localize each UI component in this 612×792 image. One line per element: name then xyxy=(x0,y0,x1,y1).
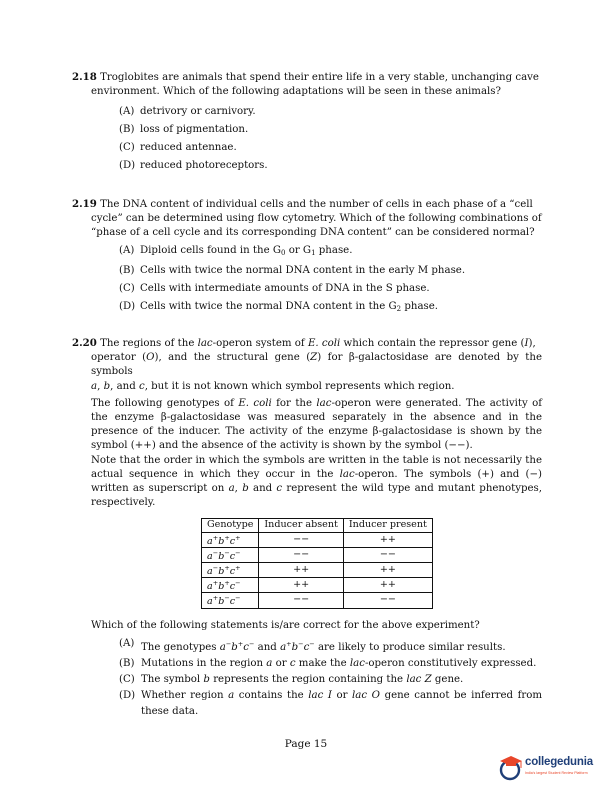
option-b: (B) Cells with twice the normal DNA content in the early M phase. xyxy=(119,265,466,277)
table-row xyxy=(202,532,433,547)
header-genotype: Genotype xyxy=(202,519,259,532)
absent-cell: −− xyxy=(259,593,343,608)
option-d: (D) Whether region a contains the lac I or lac O gene cannot be inferred from these data. xyxy=(119,689,543,717)
stem-line: operator (O), and the structural gene (Z) for β-galactosidase are denoted by the symbols xyxy=(91,352,542,378)
present-cell: −− xyxy=(343,547,432,562)
question-2-20 xyxy=(72,336,542,720)
collegedunia-logo xyxy=(497,752,607,786)
question-2-19 xyxy=(72,197,542,319)
question-stem xyxy=(72,70,542,85)
question-number: 2.20 xyxy=(72,337,97,349)
paragraph-note: Note that the order in which the symbols are written in the table is not necessarily the actual sequence in which they occur in the lac-operon. The symbols (+) and (−) written as superscript on a, b and c represent the wild type and mutant phenotypes, respectively. xyxy=(91,454,542,509)
genotype-cell: a+b+c− xyxy=(202,578,259,593)
page-number: Page 15 xyxy=(284,738,328,750)
logo-wordmark: collegedunia xyxy=(525,756,593,768)
stem-line: “phase of a cell cycle and its corresponding DNA content” can be considered normal? xyxy=(91,227,535,239)
option-d: (D) Cells with twice the normal DNA content in the $G_2$ phase. xyxy=(119,301,439,313)
option-c: (C) The symbol b represents the region containing the lac Z gene. xyxy=(119,673,464,685)
option-a: (A) Diploid cells found in the $G_0$ or $G_1$ phase. xyxy=(119,244,353,257)
statements-intro: Which of the following statements is/are correct for the above experiment? xyxy=(91,619,480,631)
absent-cell: ++ xyxy=(259,578,343,593)
genotype-cell: a−b+c+ xyxy=(202,563,259,578)
stem-line: a, b, and c, but it is not known which symbol represents which region. xyxy=(91,380,455,392)
table-row xyxy=(202,593,433,608)
question-2-18 xyxy=(72,70,542,175)
present-cell: −− xyxy=(343,593,432,608)
stem-line: cycle” can be determined using flow cytometry. Which of the following combinations of xyxy=(91,213,542,225)
present-cell: ++ xyxy=(343,578,432,593)
genotype-cell: a+b−c− xyxy=(202,593,259,608)
option-c: (C) Cells with intermediate amounts of DNA in the S phase. xyxy=(119,283,430,295)
option-b: (B) Mutations in the region a or c make the lac-operon constitutively expressed. xyxy=(119,657,537,669)
genotype-table xyxy=(201,518,433,608)
absent-cell: ++ xyxy=(259,563,343,578)
table-header-row xyxy=(202,519,433,532)
option-c: (C) reduced antennae. xyxy=(119,142,237,153)
genotype-cell: a+b+c+ xyxy=(202,532,259,547)
header-inducer-absent: Inducer absent xyxy=(259,519,343,532)
option-b: (B) loss of pigmentation. xyxy=(119,124,249,136)
present-cell: ++ xyxy=(343,532,432,547)
question-number: 2.18 xyxy=(72,71,97,83)
options-list xyxy=(119,103,542,174)
question-number: 2.19 xyxy=(72,198,97,210)
genotype-cell: a−b−c− xyxy=(202,547,259,562)
options-list xyxy=(119,242,542,319)
option-a: (A) The genotypes a−b+c− and a+b−c− are likely to produce similar results. xyxy=(119,637,506,653)
option-d: (D) reduced photoreceptors. xyxy=(119,159,268,171)
table-row xyxy=(202,563,433,578)
graduate-cap-icon xyxy=(497,754,525,784)
stem-line: environment. Which of the following adaptations will be seen in these animals? xyxy=(91,86,501,98)
absent-cell: −− xyxy=(259,547,343,562)
option-a: (A) detrivory or carnivory. xyxy=(119,106,256,118)
present-cell: ++ xyxy=(343,563,432,578)
table-row xyxy=(202,578,433,593)
paragraph-genotypes: The following genotypes of E. coli for the lac-operon were generated. The activity of the enzyme β-galactosidase was measured separately in the absence and in the presence of the inducer. The activity of the enzyme β-galactosidase is shown by the symbol (++) and the absence of the activity is shown by the symbol (−−). xyxy=(91,397,542,452)
question-stem: 2.20 The regions of the lac-operon system of E. coli which contain the repressor gene (I), xyxy=(72,337,536,349)
header-inducer-present: Inducer present xyxy=(343,519,432,532)
table-row xyxy=(202,547,433,562)
logo-tagline: India's largest Student Review Platform xyxy=(525,771,588,775)
absent-cell: −− xyxy=(259,532,343,547)
question-stem: 2.19 The DNA content of individual cells and the number of cells in each phase of a “cell xyxy=(72,198,533,210)
options-list xyxy=(119,636,542,720)
stem-line: Troglobites are animals that spend their entire life in a very stable, unchanging cave xyxy=(100,72,539,83)
